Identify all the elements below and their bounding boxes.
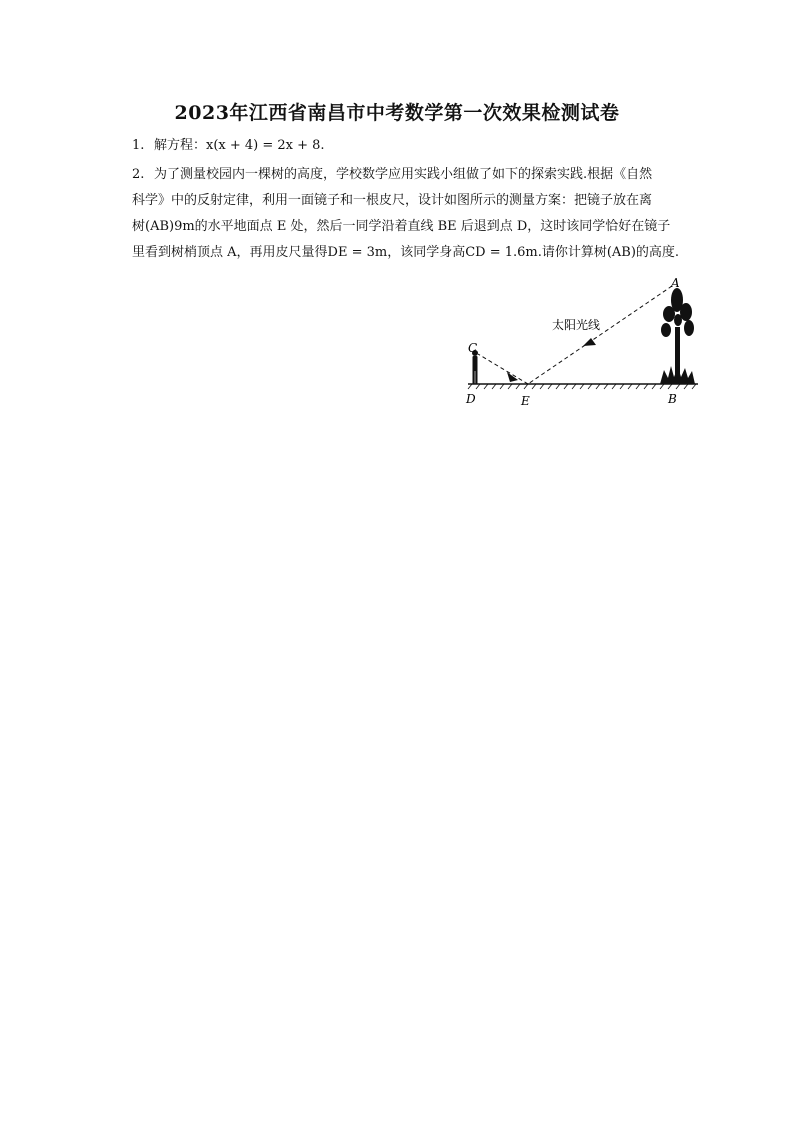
person-icon bbox=[472, 350, 478, 384]
question-line: 2. 为了测量校园内一棵树的高度，学校数学应用实践小组做了如下的探索实践.根据《自然 bbox=[132, 162, 702, 188]
question-text: 解方程：x(x + 4) = 2x + 8. bbox=[154, 138, 325, 153]
sunlight-ray bbox=[528, 286, 672, 384]
page-title: 2023年江西省南昌市中考数学第一次效果检测试卷 bbox=[174, 102, 620, 124]
point-label-a: A bbox=[671, 276, 680, 290]
reflected-arrow-icon bbox=[507, 372, 518, 382]
question-line: 里看到树梢顶点 A，再用皮尺量得DE = 3m，该同学身高CD = 1.6m.请你计算树(AB)的高度. bbox=[132, 245, 680, 260]
reflected-ray bbox=[478, 354, 528, 384]
question-line: 科学》中的反射定律，利用一面镜子和一根皮尺，设计如图所示的测量方案：把镜子放在离 bbox=[132, 193, 653, 208]
point-label-d: D bbox=[466, 392, 476, 406]
question-2 bbox=[132, 162, 702, 266]
question-number: 1. bbox=[132, 138, 145, 153]
point-label-c: C bbox=[468, 341, 478, 355]
point-label-b: B bbox=[668, 392, 677, 406]
question-line: 树(AB)9m的水平地面点 E 处，然后一同学沿着直线 BE 后退到点 D，这时该同学恰好在镜子 bbox=[132, 219, 671, 234]
point-label-e: E bbox=[521, 394, 530, 408]
tree-icon bbox=[660, 288, 695, 384]
reflection-diagram bbox=[460, 272, 705, 412]
question-1 bbox=[132, 133, 702, 159]
question-number: 2. bbox=[132, 167, 145, 182]
sunlight-label: 太阳光线 bbox=[552, 318, 601, 332]
